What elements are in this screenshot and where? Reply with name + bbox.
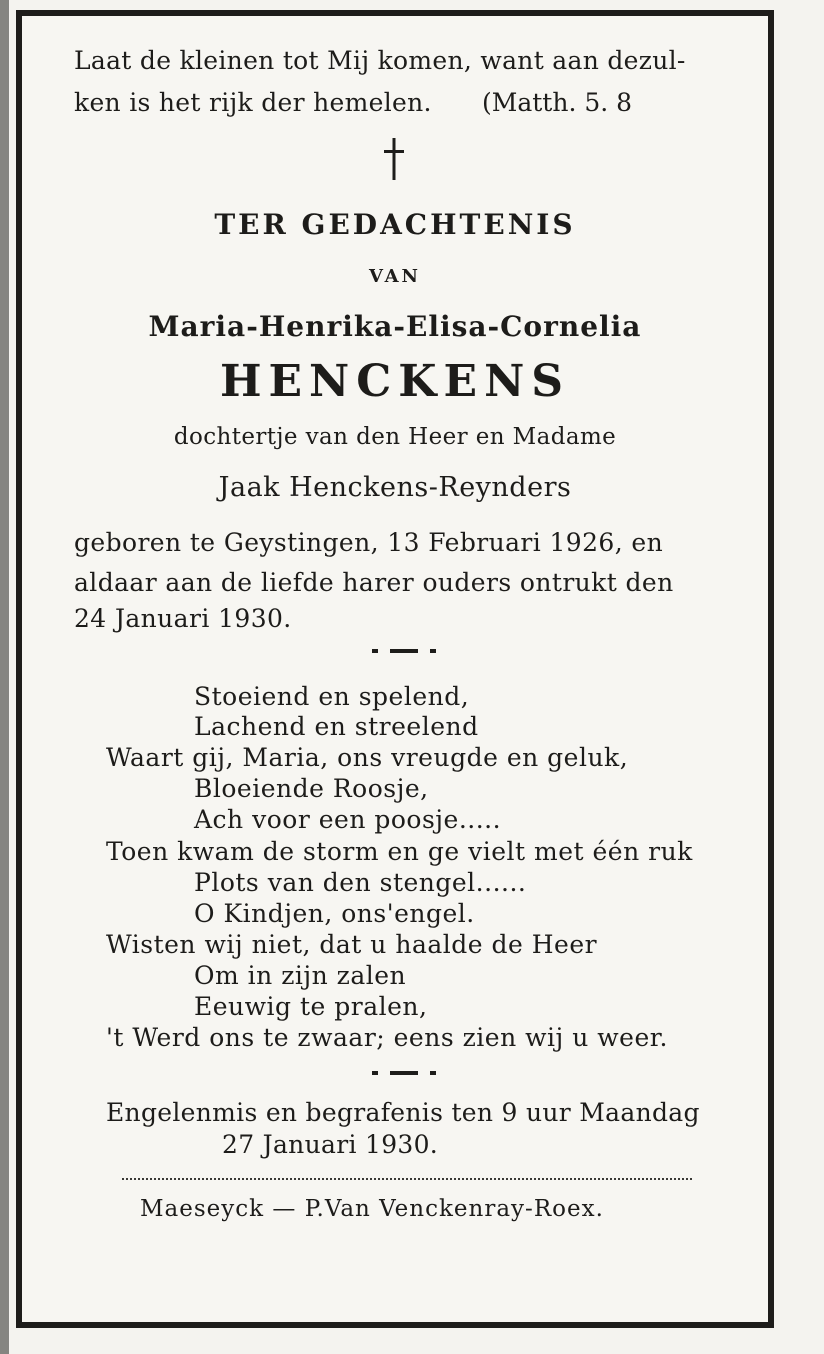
parents-names: Jaak Henckens-Reynders — [218, 472, 572, 503]
heading-van: VAN — [369, 266, 421, 287]
surname: HENCKENS — [219, 356, 571, 407]
poem-line: O Kindjen, ons'engel. — [194, 899, 475, 928]
epigraph-line-1: Laat de kleinen tot Mij komen, want aan dezul- — [74, 46, 686, 75]
heading-title: TER GEDACHTENIS — [214, 208, 576, 241]
parents-intro: dochtertje van den Heer en Madame — [173, 424, 617, 450]
dates-line-2: aldaar aan de liefde harer ouders ontrukt den — [74, 568, 674, 597]
poem-line: Lachend en streelend — [194, 712, 479, 741]
poem-line: Waart gij, Maria, ons vreugde en geluk, — [106, 743, 629, 772]
printer-line: Maeseyck — P.Van Venckenray-Roex. — [140, 1196, 604, 1222]
poem-line: Ach voor een poosje..... — [194, 805, 502, 834]
dates-line-3: 24 Januari 1930. — [74, 604, 292, 633]
poem-line: Om in zijn zalen — [194, 961, 407, 990]
given-names: Maria-Henrika-Elisa-Cornelia — [148, 310, 642, 343]
epigraph-reference: (Matth. 5. 8 — [482, 88, 633, 117]
poem — [22, 682, 768, 1054]
funeral-line-1: Engelenmis en begrafenis ten 9 uur Maandag — [106, 1098, 700, 1127]
poem-line: Eeuwig te pralen, — [194, 992, 428, 1021]
poem-line: 't Werd ons te zwaar; eens zien wij u weer. — [106, 1023, 668, 1052]
separator-1 — [372, 648, 442, 654]
scan-edge-shadow — [0, 0, 9, 1354]
poem-line: Wisten wij niet, dat u haalde de Heer — [106, 930, 598, 959]
funeral-line-2: 27 Januari 1930. — [222, 1130, 439, 1159]
memorial-card — [16, 10, 774, 1328]
epigraph-line-2: ken is het rijk der hemelen. — [74, 88, 432, 117]
separator-2 — [372, 1070, 442, 1076]
printer-rule — [122, 1178, 692, 1180]
poem-line: Plots van den stengel...... — [194, 868, 527, 897]
dates-line-1: geboren te Geystingen, 13 Februari 1926, en — [74, 528, 664, 557]
poem-line: Toen kwam de storm en ge vielt met één ruk — [106, 837, 693, 866]
poem-line: Stoeiend en spelend, — [194, 682, 470, 711]
poem-line: Bloeiende Roosje, — [194, 774, 429, 803]
cross-icon — [384, 138, 404, 180]
